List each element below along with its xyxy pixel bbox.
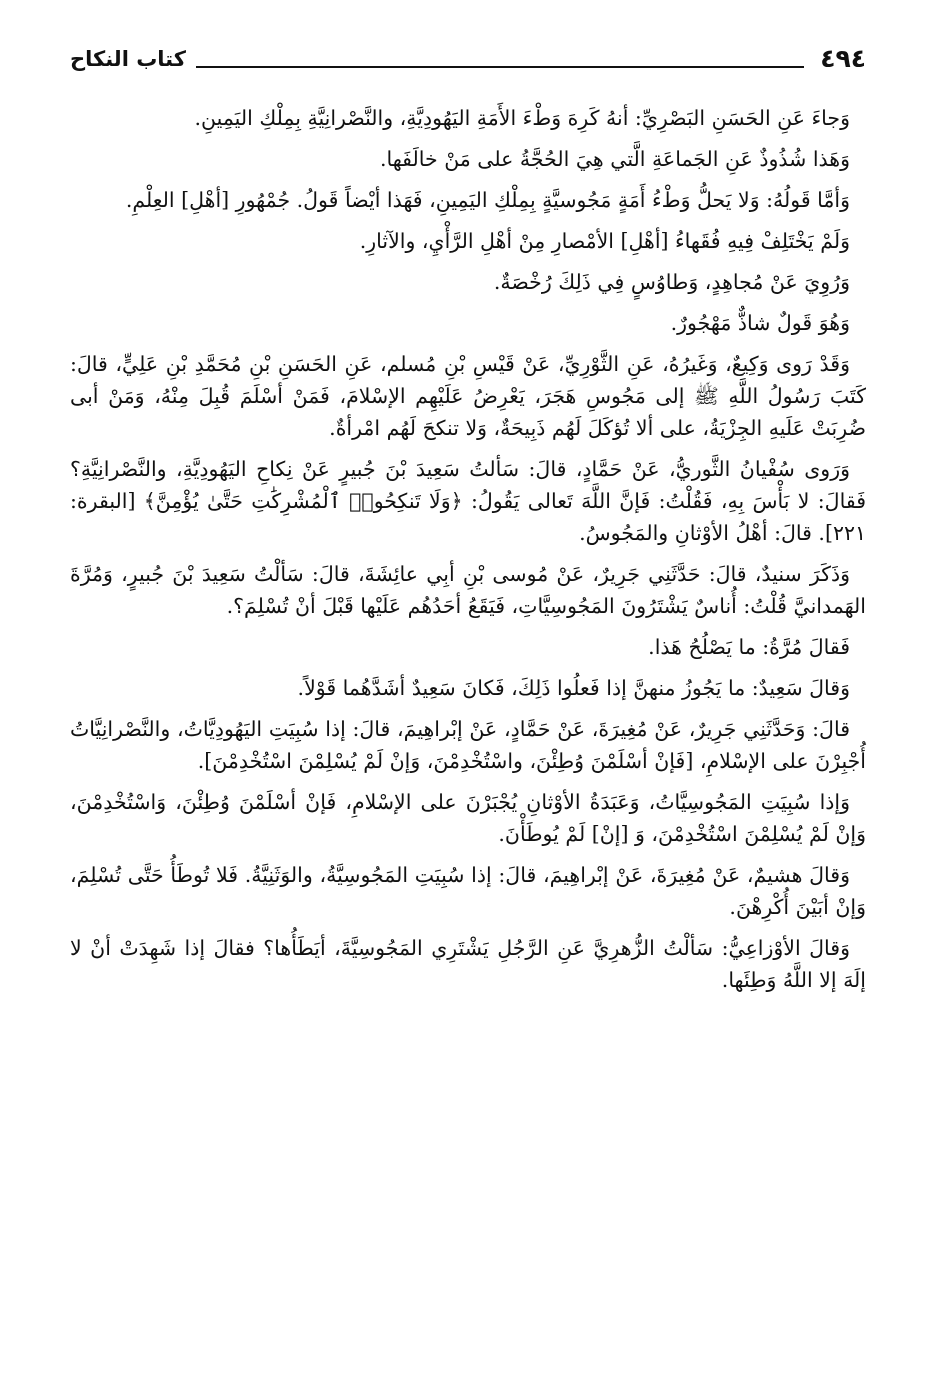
paragraph-3: وَأمَّا قَولُهُ: وَلا يَحلُّ وَطْءُ أَمَةٍ مَجُوسيَّةٍ بِمِلْكِ اليَمِينِ، فَهَذا أيْضاً قَولُ. جُمْهُورِ [أهْلِ] العِلْمِ. [125,188,850,212]
paragraph-15: وَقالَ الأوْزاعِيُّ: سَألْتُ الزُّهرِيَّ عَنِ الرَّجُلِ يَشْتَرِي المَجُوسِيَّةَ، أيَطَأُها؟ فقالَ إذا شَهِدَتْ أنْ لا إلَهَ إلا اللَّهُ وَطِئَها. [70,936,866,992]
paragraph-9: وَذَكَرَ سنيدٌ، قالَ: حَدَّثَنِي جَرِيرٌ، عَنْ مُوسى بْنِ أبِي عائِشَةَ، قالَ: سَألْتُ سَعِيدَ بْنَ جُبيرٍ، وَمُرَّةَ الهَمدانيَّ قُلْتُ: أُناسٌ يَشْتَرُونَ المَجُوسِيَّاتِ، فَيَقَعُ أحَدُهُم عَلَيْها قَبْلَ أنْ تُسْلِمَ؟. [70,562,866,618]
paragraph-2: وَهَذا شُذُوذٌ عَنِ الجَماعَةِ الَّتي هِيَ الحُجَّةُ على مَنْ خالَفَها. [379,147,850,171]
body-text [70,102,866,996]
paragraph-10: فَقالَ مُرَّةُ: ما يَصْلُحُ هَذا. [648,635,850,659]
page-header [70,34,866,74]
page-number: ٤٩٤ [820,44,866,73]
running-title: كتاب النكاح [70,47,186,71]
header-rule [196,66,804,68]
paragraph-6: وَهُوَ قَولٌ شاذٌّ مَهْجُورٌ. [670,311,850,335]
paragraph-8: وَرَوى سُفْيانُ الثَّوريُّ، عَنْ حَمَّادٍ، قالَ: سَألتُ سَعِيدَ بْنَ جُبيرٍ عَنْ نِكاحِ اليَهُودِيَّةِ، والنَّصْرانِيَّةِ؟ فَقالَ: لا بَأْسَ بِهِ، فَقُلْتُ: فَإنَّ اللَّهَ تَعالى يَقُولُ: ﴿وَلَا تَنكِحُوا۟ ٱلْمُشْرِكَٰتِ حَتَّىٰ يُؤْمِنَّ﴾ [البقرة: ٢٢١]. قالَ: أهْلُ الأوْثانِ والمَجُوسُ. [70,457,866,545]
paragraph-14: وَقالَ هشيمٌ، عَنْ مُغِيرَةَ، عَنْ إبْراهِيمَ، قالَ: إذا سُبِيَتِ المَجُوسِيَّةُ، والوَثَنِيَّةُ. فَلا تُوطَأُ حَتَّى تُسْلِمَ، وَإنْ أبَيْنَ أُكْرِهْنَ. [70,863,866,919]
paragraph-4: وَلَمْ يَخْتَلِفْ فِيهِ فُقَهاءُ [أهْلِ] الأمْصارِ مِنْ أهْلِ الرَّأْيِ، والآثارِ. [359,229,850,253]
paragraph-11: وَقالَ سَعِيدٌ: ما يَجُوزُ منهنَّ إذا فَعلُوا ذَلِكَ، فَكانَ سَعِيدٌ أشَدَّهُما قَوْلاً. [297,676,850,700]
book-page [70,34,866,1354]
paragraph-12: قالَ: وَحَدَّثَنِي جَرِيرٌ، عَنْ مُغِيرَةَ، عَنْ حَمَّادٍ، عَنْ إبْراهِيمَ، قالَ: إذا سُبِيَتِ اليَهُودِيَّاتُ، والنَّصْرانِيَّاتُ أُجْبِرْنَ على الإسْلامِ، [فَإنْ أسْلَمْنَ وُطِئْنَ، واسْتُخْدِمْنَ، وَإنْ لَمْ يُسْلِمْنَ اسْتُخْدِمْنَ]. [70,717,866,773]
paragraph-1: وَجاءَ عَنِ الحَسَنِ البَصْرِيِّ: أنهُ كَرِهَ وَطْءَ الأَمَةِ اليَهُودِيَّةِ، والنَّصْرانِيَّةِ بِمِلْكِ اليَمِينِ. [194,106,850,130]
paragraph-5: وَرُوِيَ عَنْ مُجاهِدٍ، وَطاوُسٍ فِي ذَلِكَ رُخْصَةٌ. [493,270,850,294]
paragraph-13: وَإذا سُبِيَتِ المَجُوسِيَّاتُ، وَعَبَدَةُ الأوْثانِ يُجْبَرْنَ على الإسْلامِ، فَإنْ أسْلَمْنَ وُطِئْنَ، وَاسْتُخْدِمْنَ، وَإنْ لَمْ يُسْلِمْنَ اسْتُخْدِمْنَ، وَ [إنْ] لَمْ يُوطَأْنَ. [70,790,866,846]
paragraph-7: وَقَدْ رَوى وَكِيعٌ، وَغَيرُهُ، عَنِ الثَّوْرِيِّ، عَنْ قَيْسِ بْنِ مُسلم، عَنِ الحَسَنِ بْنِ مُحَمَّدِ بْنِ عَلِيٍّ، قالَ: كَتَبَ رَسُولُ اللَّهِ ﷺ إلى مَجُوسِ هَجَرَ، يَعْرِضُ عَلَيْهِم الإسْلامَ، فَمَنْ أسْلَمَ قُبِلَ مِنْهُ، وَمَنْ أبى ضُرِبَتْ عَلَيهِ الجِزْيَةُ، على ألا تُؤكَلَ لَهُم ذَبِيحَةٌ، وَلا تنكحَ لَهُم امْرأةٌ. [70,352,866,440]
